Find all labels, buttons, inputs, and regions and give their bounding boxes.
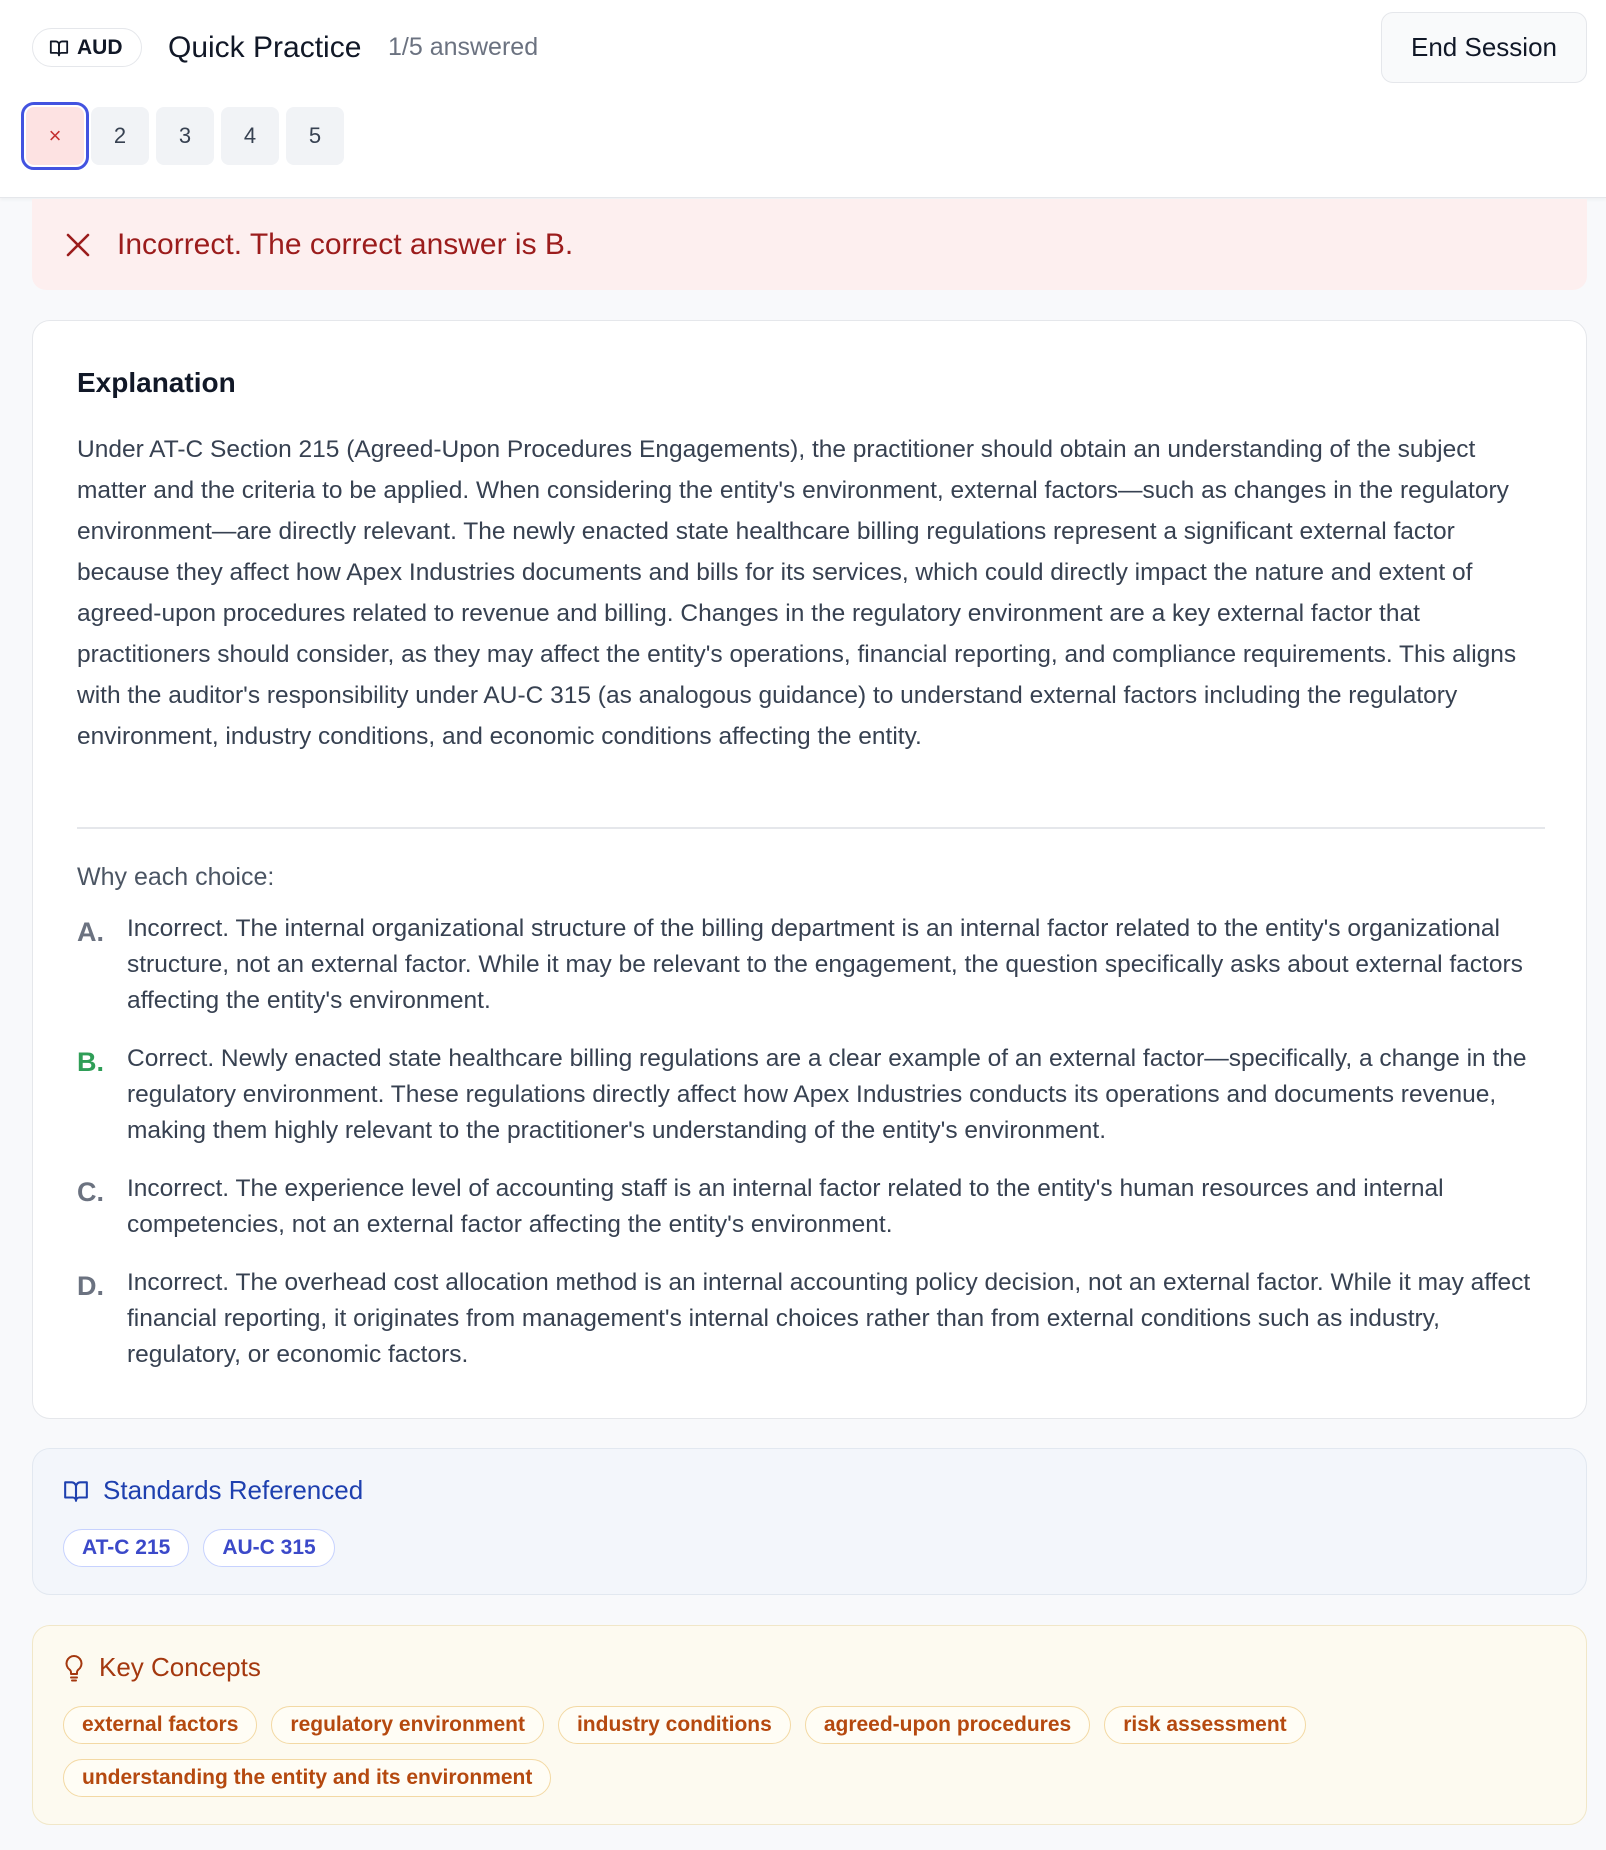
choice-text: Correct. Newly enacted state healthcare billing regulations are a clear example of an external factor—specifically, a change in the regulatory environment. These regulations directly affect how Apex Industries conducts its operations and documents revenue, making them highly relevant to the practitioner's understanding of the entity's environment.: [127, 1045, 1527, 1144]
choice-explanations: [77, 911, 1557, 1395]
book-open-icon: [49, 39, 69, 57]
result-banner: [32, 199, 1587, 290]
choice-text: Incorrect. The internal organizational structure of the billing department is an internal factor related to the entity's organizational structure, not an external factor. While it may be relevant to the engagement, the question specifically asks about external factors affecting the entity's environment.: [127, 915, 1523, 1014]
result-text: Incorrect. The correct answer is B.: [117, 227, 574, 261]
choice-a: [77, 911, 1557, 1019]
standards-heading: [63, 1475, 363, 1506]
choice-text: Incorrect. The overhead cost allocation method is an internal accounting policy decision, not an external factor. While it may affect financial reporting, it originates from management's internal choices rather than from external conditions such as industry, regulatory, or economic factors.: [127, 1269, 1531, 1368]
key-concepts-list: [63, 1706, 1563, 1797]
choice-letter: C.: [77, 1177, 104, 1207]
choice-d: [77, 1265, 1557, 1373]
question-1-button[interactable]: ×: [26, 107, 84, 165]
explanation-title: Explanation: [77, 367, 236, 398]
lightbulb-icon: [63, 1654, 85, 1682]
question-navigator: [26, 107, 344, 165]
choice-letter: D.: [77, 1271, 104, 1301]
question-3-button[interactable]: 3: [156, 107, 214, 165]
choice-text: Incorrect. The experience level of accounting staff is an internal factor related to the entity's human resources and internal competencies, not an external factor affecting the entity's environment.: [127, 1175, 1444, 1238]
page-title: Quick Practice: [168, 30, 362, 64]
session-header: [0, 0, 1606, 198]
standard-chip[interactable]: AU-C 315: [203, 1529, 334, 1567]
concept-chip[interactable]: regulatory environment: [271, 1706, 544, 1744]
progress-text: 1/5 answered: [388, 33, 539, 61]
choice-letter: B.: [77, 1047, 104, 1077]
key-concepts-heading: [63, 1652, 261, 1683]
standards-title: Standards Referenced: [103, 1475, 364, 1505]
standard-chip[interactable]: AT-C 215: [63, 1529, 189, 1567]
choice-c: [77, 1171, 1557, 1243]
question-4-button[interactable]: 4: [221, 107, 279, 165]
concept-chip[interactable]: risk assessment: [1104, 1706, 1305, 1744]
standards-list: [63, 1529, 1563, 1567]
concept-chip[interactable]: industry conditions: [558, 1706, 791, 1744]
choice-b: [77, 1041, 1557, 1149]
why-each-choice-label: Why each choice:: [77, 863, 275, 891]
concept-chip[interactable]: understanding the entity and its environment: [63, 1759, 551, 1797]
concept-chip[interactable]: agreed-upon procedures: [805, 1706, 1090, 1744]
choice-letter: A.: [77, 917, 104, 947]
divider: [77, 827, 1545, 829]
concept-chip[interactable]: external factors: [63, 1706, 257, 1744]
subject-label: AUD: [77, 35, 123, 59]
book-open-icon: [63, 1479, 89, 1503]
question-5-button[interactable]: 5: [286, 107, 344, 165]
close-icon: [65, 232, 91, 258]
key-concepts-title: Key Concepts: [99, 1652, 261, 1682]
explanation-card: [32, 320, 1587, 1419]
end-session-button[interactable]: End Session: [1381, 12, 1587, 83]
question-2-button[interactable]: 2: [91, 107, 149, 165]
explanation-body: Under AT-C Section 215 (Agreed-Upon Procedures Engagements), the practitioner should obtain an understanding of the subject matter and the criteria to be applied. When considering the entity's environment, external factors—such as changes in the regulatory environment—are directly relevant. The newly enacted state healthcare billing regulations represent a significant external factor because they affect how Apex Industries documents and bills for its services, which could directly impact the nature and extent of agreed-upon procedures related to revenue and billing. Changes in the regulatory environment are a key external factor that practitioners should consider, as they may affect the entity's operations, financial reporting, and compliance requirements. This aligns with the auditor's responsibility under AU-C 315 (as analogous guidance) to understand external factors including the regulatory environment, industry conditions, and economic conditions affecting the entity.: [77, 436, 1517, 750]
subject-badge: [32, 28, 142, 67]
key-concepts-panel: [32, 1625, 1587, 1825]
standards-panel: [32, 1448, 1587, 1595]
